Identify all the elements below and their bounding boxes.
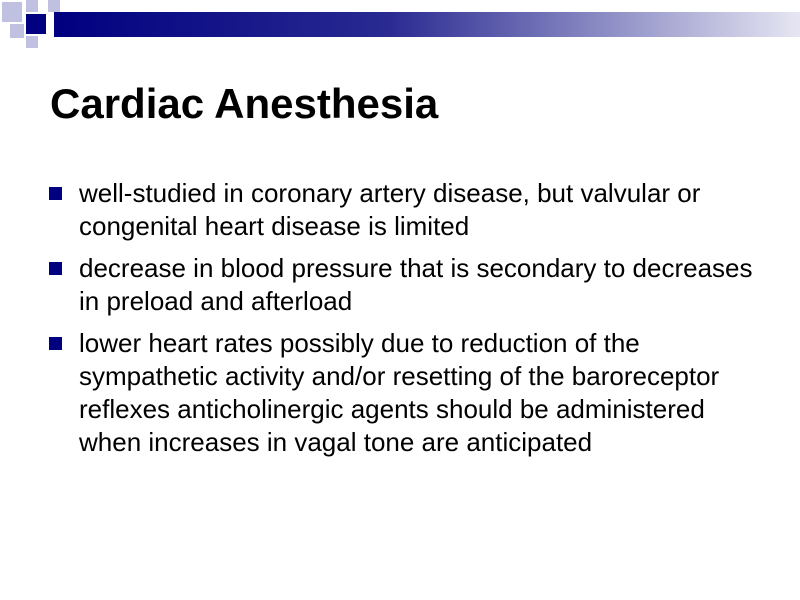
square-bullet-icon: [49, 187, 62, 200]
slide-title: Cardiac Anesthesia: [50, 80, 439, 127]
bullet-text: decrease in blood pressure that is secondary to decreases in preload and afterload: [79, 253, 753, 316]
bullet-text: well-studied in coronary artery disease, but valvular or congenital heart disease is limited: [79, 178, 701, 241]
header-square-4: [48, 0, 60, 12]
bullet-list: [48, 177, 768, 468]
bullet-item: [48, 327, 768, 459]
bullet-text: lower heart rates possibly due to reduction of the sympathetic activity and/or resetting of the baroreceptor reflexes anticholinergic agents should be administered when increases in vagal tone are anticipated: [79, 328, 720, 457]
header-square-5: [10, 24, 24, 38]
header-decoration: [0, 0, 800, 62]
header-square-1: [2, 2, 22, 22]
header-square-2: [26, 0, 38, 12]
header-gradient-bar: [54, 12, 800, 37]
square-bullet-icon: [49, 337, 62, 350]
bullet-item: [48, 177, 768, 243]
bullet-item: [48, 252, 768, 318]
header-square-3: [26, 14, 46, 34]
header-square-6: [26, 36, 38, 48]
square-bullet-icon: [49, 262, 62, 275]
